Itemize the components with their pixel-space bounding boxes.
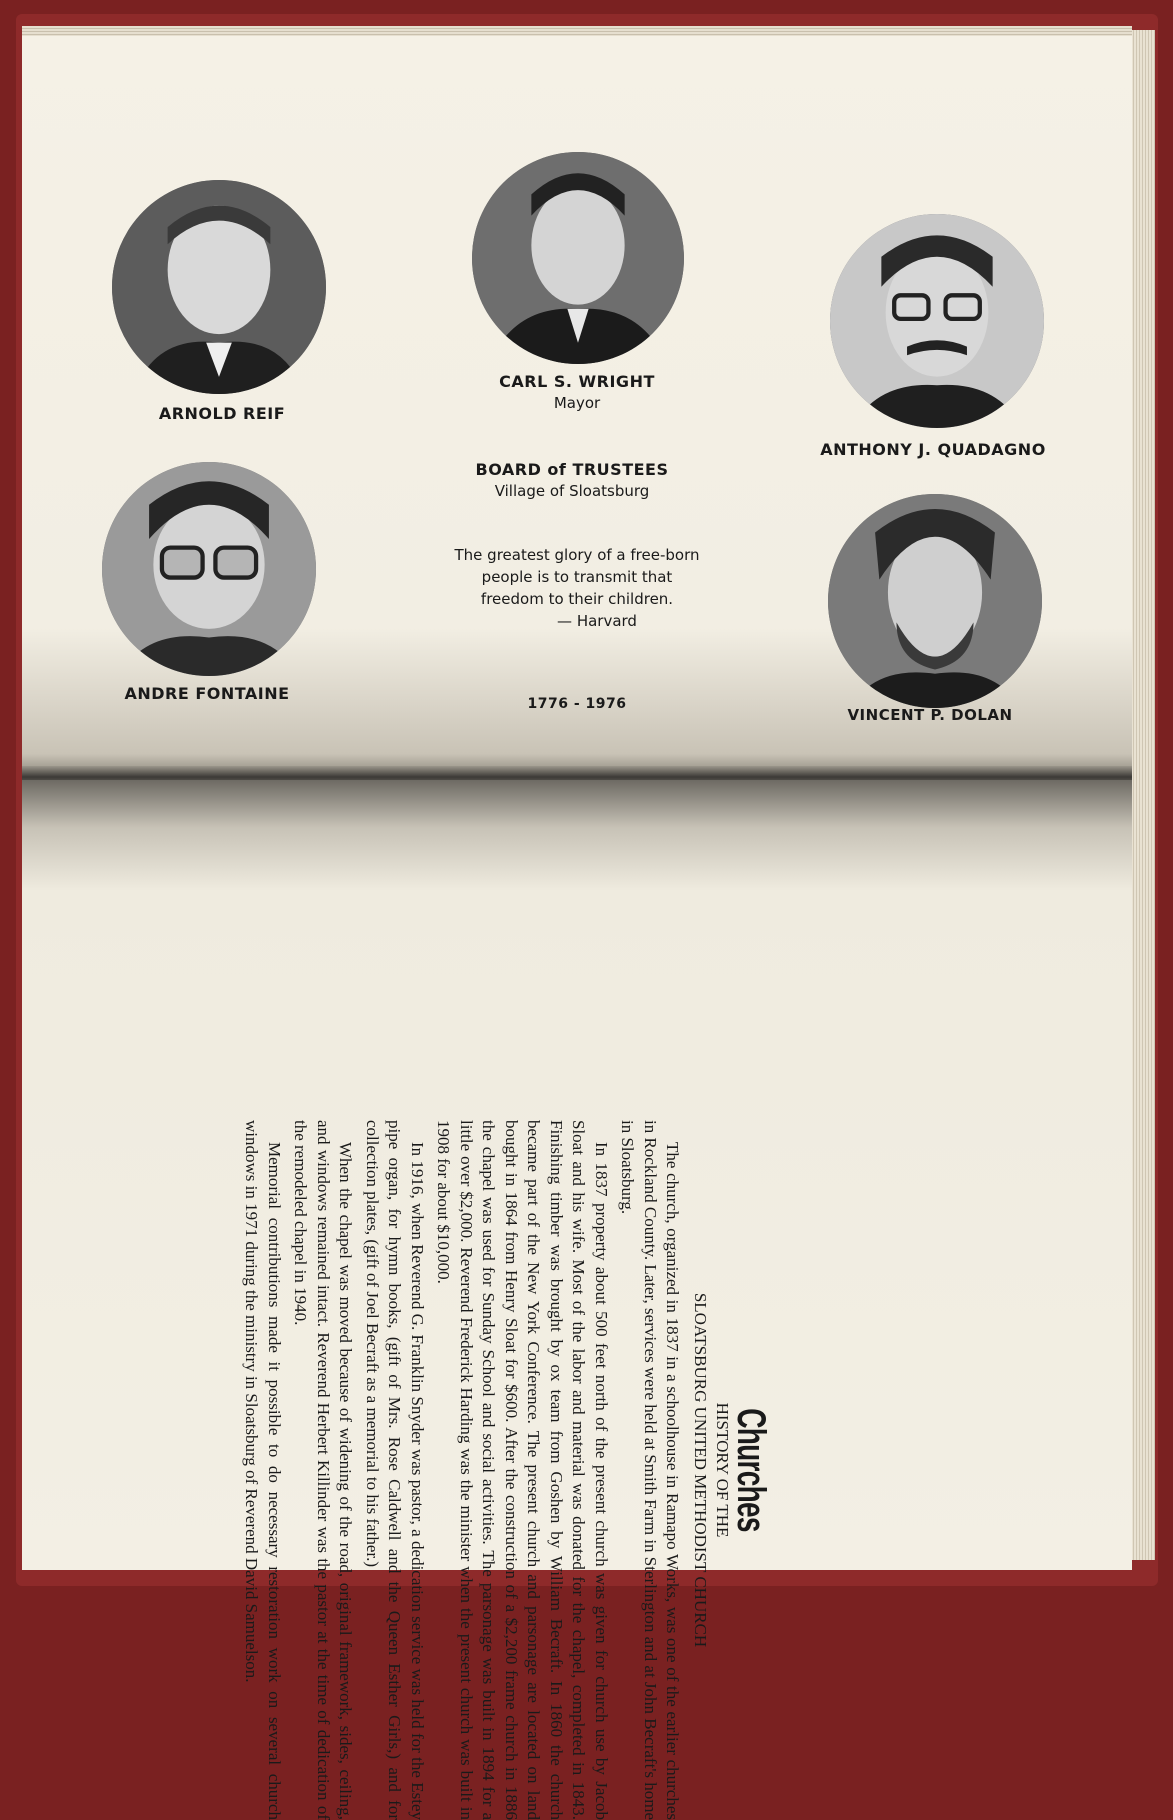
paragraph-2: In 1837 property about 500 feet north of the present church was given for church use by Jacob Sloat and his wife. Most of the labor and material was donated for the chapel, completed in 1843. Finishing timber was brought by ox team from Goshen by William Becraft. In 1860 the church became part of the New York Conference. The present church and parsonage are located on land bought in 1864 from Henry Sloat for $600. After the construction of a $2,200 frame church in 1886 the chapel was used for Sunday School and social activities. The parsonage was built in 1894 for a little over $2,000. Reverend Frederick Harding was the minister when the present church was built in 1908 for about $10,000. <box>434 1120 611 1820</box>
article-title-line-2: SLOATSBURG UNITED METHODIST CHURCH <box>691 1292 711 1648</box>
portrait-arnold-reif <box>112 180 326 394</box>
name-carl-wright: CARL S. WRIGHT <box>499 372 655 391</box>
quote-line-2: people is to transmit that <box>481 568 673 586</box>
years-banner: 1776 - 1976 <box>527 696 627 712</box>
portrait-vincent-dolan <box>828 494 1042 708</box>
top-page <box>22 36 1132 776</box>
chapter-heading: Churches <box>729 1408 773 1532</box>
quote-block <box>417 544 737 632</box>
name-arnold-reif: ARNOLD REIF <box>158 404 286 423</box>
portrait-anthony-quadagno <box>830 214 1044 428</box>
name-vincent-dolan: VINCENT P. DOLAN <box>847 706 1013 724</box>
article-title-line-1: HISTORY OF THE <box>713 1402 733 1538</box>
portrait-andre-fontaine <box>102 462 316 676</box>
name-andre-fontaine: ANDRE FONTAINE <box>124 684 290 703</box>
name-anthony-quadagno: ANTHONY J. QUADAGNO <box>820 440 1046 459</box>
rotated-article <box>62 1120 773 1820</box>
portrait-carl-wright <box>472 152 684 364</box>
quote-line-3: freedom to their children. <box>480 590 674 608</box>
paragraph-5: Memorial contributions made it possible to do necessary restoration work on several church windows in 1971 during the ministry in Sloatsburg of Reverend David Samuelson. <box>242 1120 284 1820</box>
paragraph-1: The church, organized in 1837 in a schoolhouse in Ramapo Works, was one of the earlier churches in Rockland County. Later, services were held at Smith Farm in Sterlington and at John Becraft's home in Sloatsburg. <box>618 1120 683 1820</box>
board-title: BOARD of TRUSTEES <box>475 460 669 479</box>
board-subtitle: Village of Sloatsburg <box>494 482 650 500</box>
bottom-page <box>22 780 1132 1820</box>
paragraph-4: When the chapel was moved because of widening of the road, original framework, sides, ceiling, and windows remained intact. Reverend Herbert Killinder was the pastor at the time of dedication of the remodeled chapel in 1940. <box>291 1120 356 1820</box>
quote-author: — Harvard <box>557 612 637 630</box>
role-mayor: Mayor <box>553 394 601 412</box>
quote-line-1: The greatest glory of a free-born <box>454 546 700 564</box>
paragraph-3: In 1916, when Reverend G. Franklin Snyder was pastor, a dedication service was held for the Estey pipe organ, for hymn books, (gift of Mrs. Rose Caldwell and the Queen Esther Girls,) and for collection plates, (gift of Joel Becraft as a memorial to his father.) <box>363 1120 427 1820</box>
